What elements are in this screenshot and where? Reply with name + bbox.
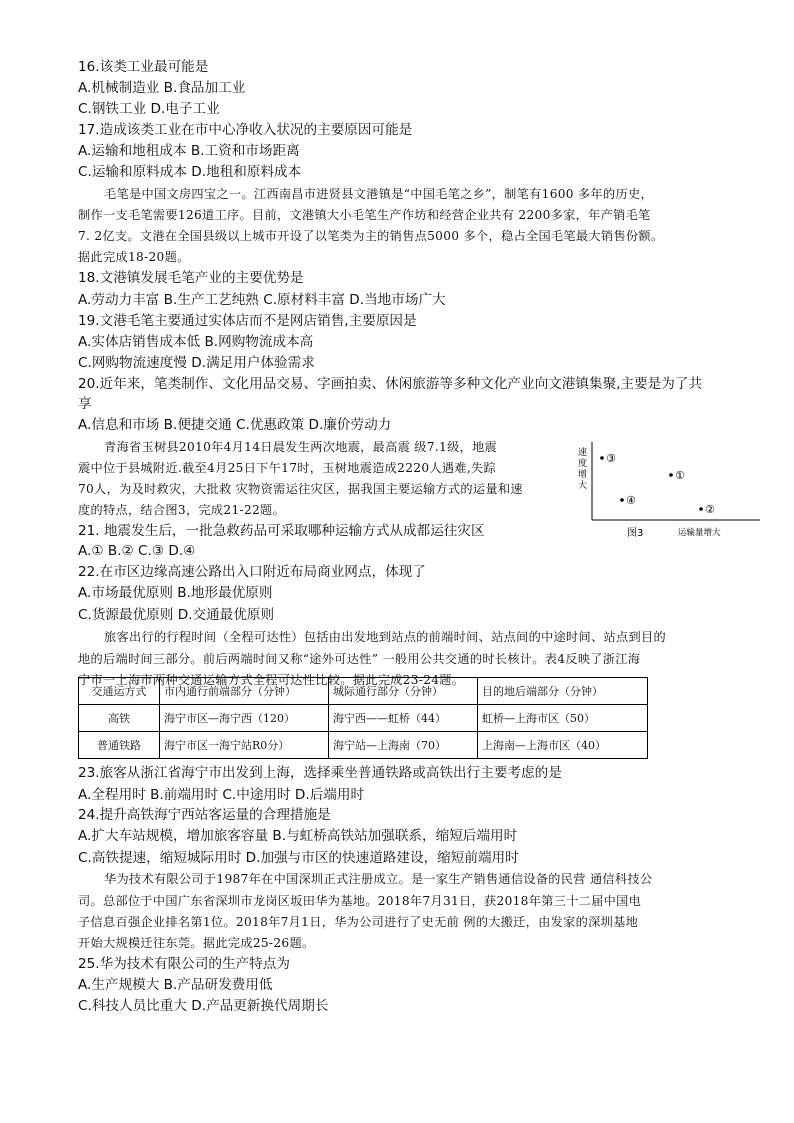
figure-point-label: ③ [606,452,616,465]
figure-ylabel-char: 度 [578,459,588,469]
table-cell: 海宁站—上海南（70） [329,732,478,759]
passage-line: 毛笔是中国文房四宝之一。江西南昌市进贤县文港镇是“中国毛笔之乡”，制笔有1600 多年的历史， [104,187,653,201]
figure-point [600,456,604,460]
answer-options: A.生产规模大 B.产品研发费用低 [78,977,273,993]
table-cell: 海宁市区一海宁站R0分） [160,732,329,759]
question-stem: 18.文港镇发展毛笔产业的主要优势是 [78,270,304,286]
answer-options: A.机械制造业 B.食品加工业 [78,80,246,96]
table-header-cell: 交通运方式 [79,678,160,705]
table-cell: 上海南—上海市区（40） [478,732,648,759]
figure-caption: 图3 [627,528,644,539]
passage-line: 70人，为及时救灾，大批救 灾物资需运往灾区，据我国主要运输方式的运量和速 [78,482,523,496]
answer-options: A.扩大车站规模，增加旅客容量 B.与虹桥高铁站加强联系，缩短后端用时 [78,828,518,844]
passage-line: 度的特点，结合图3，完成21-22题。 [78,503,286,517]
figure-xlabel: 运输量增大 [678,528,721,538]
question-stem: 22.在市区边缘高速公路出入口附近布局商业网点，体现了 [78,564,426,580]
answer-options: A.劳动力丰富 B.生产工艺纯熟 C.原材料丰富 D.当地市场广大 [78,292,446,308]
figure-ylabel-char: 速 [578,448,588,458]
answer-options: C.网购物流速度慢 D.满足用户体验需求 [78,355,315,371]
figure-point-label: ② [705,503,715,516]
passage-line: 子信息百强企业排名第1位。2018年7月1日，华为公司进行了史无前 例的大搬迁，由发家的深圳基地 [78,915,639,929]
table-cell: 虹桥—上海市区（50） [478,705,648,732]
question-stem: 23.旅客从浙江省海宁市出发到上海，选择乘坐普通铁路或高铁出行主要考虑的是 [78,765,562,781]
figure-point-label: ④ [626,494,636,507]
table-4 [78,677,648,759]
answer-options: A.全程用时 B.前端用时 C.中途用时 D.后端用时 [78,787,365,803]
passage-line: 旅客出行的行程时间（全程可达性）包括由出发地到站点的前端时间、站点间的中途时间、站点到目的 [104,630,666,644]
passage-line: 据此完成18-20题。 [78,250,190,264]
answer-options: C.高铁提速，缩短城际用时 D.加强与市区的快速道路建设，缩短前端用时 [78,850,519,866]
passage-line: 宁市一上海市两种交通运输方式全程可达性比较。据此完成23-24题。 [78,673,465,687]
table-header-row [79,678,648,705]
question-stem: 21. 地震发生后，一批急救药品可采取哪种运输方式从成都运往灾区 [78,523,485,539]
answer-options: C.科技人员比重大 D.产品更新换代周期长 [78,998,329,1014]
answer-options: C.运输和原料成本 D.地租和原料成本 [78,164,302,180]
passage-line: 7. 2亿支。文港在全国县级以上城市开设了以笔类为主的销售点5000 多个，稳占全国毛笔最大销售份额。 [78,229,664,243]
passage-line: 华为技术有限公司于1987年在中国深圳正式注册成立。是一家生产销售通信设备的民营 通信科技公 [104,872,653,886]
answer-options: A.实体店销售成本低 B.网购物流成本高 [78,334,314,350]
answer-options: A.信息和市场 B.便捷交通 C.优惠政策 D.廉价劳动力 [78,417,392,433]
answer-options: C.货源最优原则 D.交通最优原则 [78,607,275,623]
question-stem: 19.文港毛笔主要通过实体店而不是网店销售,主要原因是 [78,313,417,329]
table-header-cell: 市内通行前端部分（分钟） [160,678,329,705]
question-stem: 享 [78,396,92,412]
table-row [79,705,648,732]
answer-options: A.市场最优原则 B.地形最优原则 [78,585,273,601]
table-header-cell: 城际通行部分（分钟） [329,678,478,705]
figure-ylabel-char: 大 [578,481,588,491]
figure-point [620,498,624,502]
passage-line: 制作一支毛笔需要126道工序。目前，文港镇大小毛笔生产作坊和经营企业共有 2200多家，年产销毛笔 [78,208,651,222]
question-stem: 20.近年来，笔类制作、文化用品交易、字画拍卖、休闲旅游等多种文化产业向文港镇集聚,主要是为了共 [78,376,703,392]
passage-line: 青海省玉树县2010年4月14日晨发生两次地震，最高震 级7.1级，地震 [104,440,498,454]
table-header-cell: 目的地后端部分（分钟） [478,678,648,705]
table-cell: 海宁西——虹桥（44） [329,705,478,732]
passage-line: 地的后端时间三部分。前后两端时间又称“途外可达性” 一般用公共交通的时长核计。表4反映了浙江海 [78,652,641,666]
figure-3 [560,440,770,540]
figure-point-label: ① [675,469,685,482]
question-stem: 16.该类工业最可能是 [78,59,209,75]
figure-ylabel-char: 增 [578,470,588,480]
figure-point [669,473,673,477]
answer-options: C.钢铁工业 D.电子工业 [78,101,220,117]
answer-options: A.运输和地租成本 B.工资和市场距离 [78,143,300,159]
table-cell: 海宁市区—海宁西（120） [160,705,329,732]
table-cell: 普通铁路 [79,732,160,759]
question-stem: 25.华为技术有限公司的生产特点为 [78,956,290,972]
question-stem: 17.造成该类工业在市中心净收入状况的主要原因可能是 [78,122,413,138]
figure-point [699,507,703,511]
table-cell: 高铁 [79,705,160,732]
answer-options: A.① B.② C.③ D.④ [78,543,196,559]
passage-line: 开始大规模迁往东莞。据此完成25-26题。 [78,936,315,950]
question-stem: 24.提升高铁海宁西站客运量的合理措施是 [78,807,331,823]
table-row [79,732,648,759]
passage-line: 司。总部位于中国广东省深圳市龙岗区坂田华为基地。2018年7月31日，获2018年第三十二届中国电 [78,894,642,908]
passage-line: 震中位于县城附近.截至4月25日下午17时，玉树地震造成2220人遇难,失踪 [78,461,496,475]
